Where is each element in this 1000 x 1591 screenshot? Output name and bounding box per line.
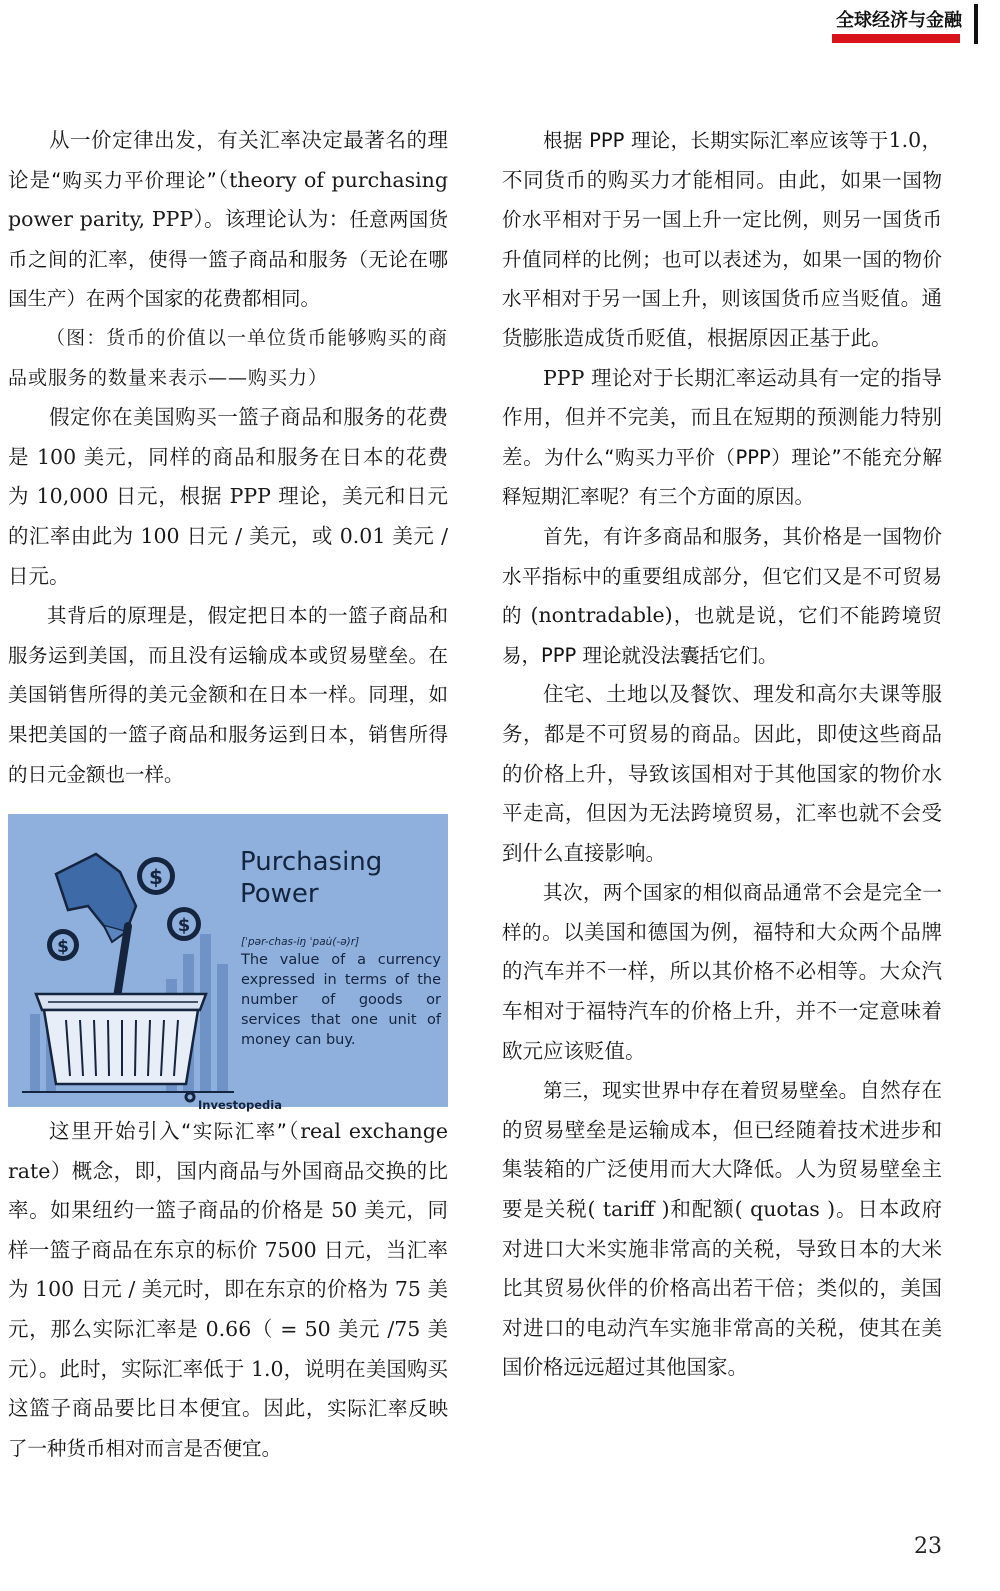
text-run: 这里开始引入 [49,1119,182,1144]
text-run: 从一价定律出发，有关汇率决定最著名的理论是 [8,128,448,192]
bold-conclusion: 实际汇率反映了一种货币相对而言是否便宜 [8,1397,448,1460]
text-run: 。自然存在的贸易壁垒是运输成本，但已经随着技术进步和集装箱的广泛使用而大大降低。人为贸易壁垒主要是关税( tariff )和配额( quotas )。日本政府对进口大米实施非常高的关税，导致日本的大米比其贸易伙伴的价格高出若干倍；类似的，美国对进口的电动汽车实施非常高的关税，使其在美国价格远远超过其他国家。 [502,1078,942,1380]
purchasing-power-figure [8,814,448,1113]
section-title: 全球经济与金融 [836,10,962,31]
right-paragraph-third-reason [502,1071,942,1388]
bold-text: 首先，有许多商品和服务，其价格是一国物价水平指标中的重要组成部分，但它们又是不可贸易的 [502,524,942,628]
right-paragraph-long-run [502,121,942,359]
text-run: 。 [261,1435,283,1460]
text-run: 。通货膨胀造成货币贬值，根据原因正基于此。 [502,286,942,350]
page-number: 23 [914,1534,942,1559]
bold-text: 第三，现实世界中存在着贸易壁垒 [543,1079,839,1103]
left-paragraph-ppp-theory [8,121,448,319]
figure-title-line: Power [240,879,319,910]
bold-text: 果一国物价水平相对于另一国上升一定比例，则另一国货币升值同样的比例；也可以表述为，如果一国的物价水平相对于另一国上升，则该国货币应当贬值 [502,168,942,311]
figure-title [240,846,382,910]
right-paragraph-short-run [502,359,942,517]
bold-term: “实际汇率” [181,1120,287,1144]
svg-text:$: $ [177,915,191,937]
figure-title-line: Purchasing [240,847,383,878]
right-paragraph-nontradables: 住宅、土地以及餐饮、理发和高尔夫课等服务，都是不可贸易的商品。因此，即使这些商品的价格上升，导致该国相对于其他国家的物价水平走高，但因为无法跨境贸易，汇率也就不会受到什么直接影响。 [502,682,942,865]
figure-brand: Investopedia [198,1098,282,1113]
header-black-bar [974,4,978,44]
text-run: （theory of purchasing power parity, PPP）。该理论认为： [8,167,448,232]
right-paragraph-second-reason [502,873,942,1071]
left-paragraph-principle: 其背后的原理是，假定把日本的一篮子商品和服务运到美国，而且没有运输成本或贸易壁垒。在美国销售所得的美元金额和在日本一样。同理，如果把美国的一篮子商品和服务运到日本，销售所得的日元金额也一样。 [8,604,448,786]
text-run: 。以美国和德国为例，福特和大众两个品牌的汽车并不一样，所以其价格不必相等。大众汽车相对于福特汽车的价格上升，并不一定意味着欧元应该贬值。 [502,919,942,1063]
bold-definition: 任意两国货币之间的汇率，使得一篮子商品和服务（无论在哪国生产）在两个国家的花费都相同。 [8,208,448,311]
figure-pronunciation: [ˈpər-chas-iŋ ˈpau̇(-ə)r] [241,936,360,949]
bold-term: “购买力平价理论” [51,168,217,192]
text-run: (nontradable) [522,603,673,628]
svg-text:$: $ [149,865,163,890]
left-paragraph-example: 假定你在美国购买一篮子商品和服务的花费是 100 美元，同样的商品和服务在日本的花费为 10,000 日元，根据 PPP 理论，美元和日元的汇率由此为 100 日元 / 美元，或 0.01 美元 / 日元。 [8,405,448,588]
dollar-coin-icon [47,929,79,961]
figure-definition: The value of a currency expressed in terms of the number of goods or services that one unit of money can buy. [241,952,441,1049]
figure-caption: （图：货币的价值以一单位货币能够购买的商品或服务的数量来表示——购买力） [8,326,448,389]
right-column [502,121,942,1388]
investopedia-logo-icon [185,1092,196,1103]
left-paragraph-real-exchange-rate [8,1112,448,1468]
text-run: PPP 理论对于长期汇率运动具有一定的指导作用，但并不完美，而且在短期的预测能力特别差。 [502,365,942,469]
bold-question: 为什么“购买力平价（PPP）理论”不能充分解释短期汇率呢？有三个方面的原因。 [502,445,943,509]
bold-text: ，也就是说，它们不能跨境贸易，PPP 理论就没法囊括它们。 [502,604,942,667]
right-paragraph-first-reason [502,517,942,675]
bold-text: 根据 PPP 理论，长期实际汇率应该等于 [543,129,889,152]
text-run: （real exchange rate）概念，即，国内商品与外国商品交换的比率。如果纽约一篮子商品的价格是 50 美元，同样一篮子商品在东京的标价 7500 日元，当汇率为 100 日元 / 美元时，即在东京的价格为 75 美元，那么实际汇率是 0.66（ = 50 美元 /75 美元）。此时，实际汇率低于 1.0，说明在美国购买这篮子商品要比日本便宜。因此， [8,1119,448,1421]
left-column [8,121,448,1468]
header-red-rule [832,34,960,43]
dollar-coin-icon [137,857,175,895]
dollar-coin-icon [167,907,201,941]
bold-text: 其次，两个国家的相似商品通常不会是完全一样的 [502,881,942,944]
text-run: 1.0，不同货币的购买力才能相同。由此，如 [502,128,942,192]
svg-text:$: $ [57,937,69,958]
